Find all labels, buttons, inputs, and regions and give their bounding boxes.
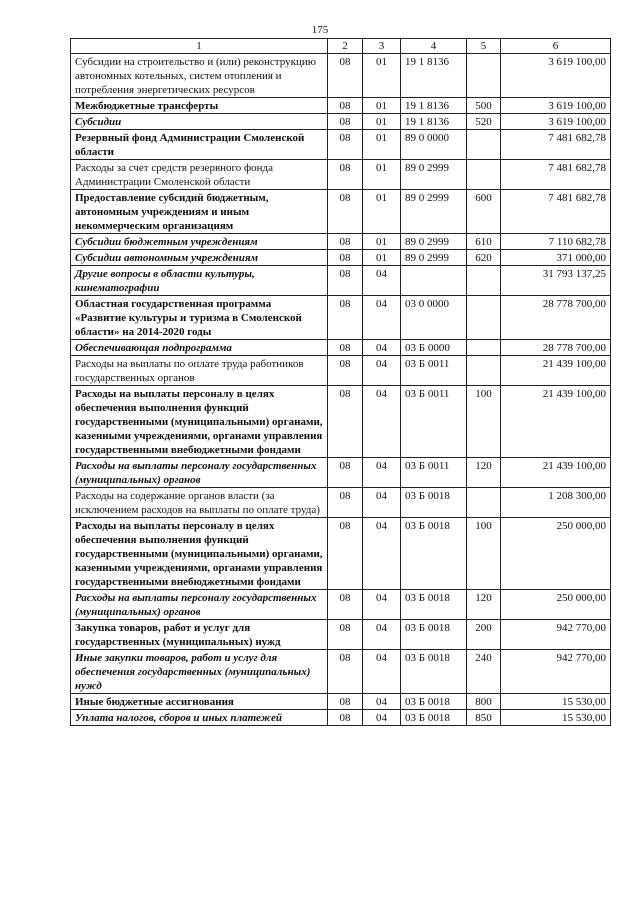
header-row	[71, 39, 611, 54]
cell-expense-type-code: 120	[467, 590, 501, 620]
table-row	[71, 190, 611, 234]
cell-item-name: Расходы на выплаты персоналу в целях обеспечения выполнения функций государственными (муниципальными) органами, казенными учреждениями, органами управления государственными внебюджетными фондами	[71, 386, 328, 458]
cell-amount: 3 619 100,00	[501, 98, 611, 114]
cell-subsection-code: 04	[363, 710, 401, 726]
cell-item-name: Другие вопросы в области культуры, кинематографии	[71, 266, 328, 296]
cell-subsection-code: 04	[363, 266, 401, 296]
table-row	[71, 458, 611, 488]
cell-subsection-code: 04	[363, 296, 401, 340]
cell-subsection-code: 04	[363, 458, 401, 488]
cell-item-name: Предоставление субсидий бюджетным, автономным учреждениям и иным некоммерческим организациям	[71, 190, 328, 234]
table-row	[71, 386, 611, 458]
cell-section-code: 08	[328, 458, 363, 488]
cell-item-name: Субсидии бюджетным учреждениям	[71, 234, 328, 250]
cell-expense-type-code: 600	[467, 190, 501, 234]
table-row	[71, 114, 611, 130]
budget-table	[70, 38, 611, 726]
cell-subsection-code: 01	[363, 130, 401, 160]
cell-subsection-code: 04	[363, 386, 401, 458]
table-row	[71, 710, 611, 726]
cell-section-code: 08	[328, 130, 363, 160]
table-row	[71, 590, 611, 620]
cell-item-name: Субсидии	[71, 114, 328, 130]
table-body	[71, 54, 611, 726]
cell-subsection-code: 04	[363, 694, 401, 710]
cell-section-code: 08	[328, 296, 363, 340]
cell-amount: 942 770,00	[501, 620, 611, 650]
table-row	[71, 250, 611, 266]
cell-section-code: 08	[328, 250, 363, 266]
cell-expense-type-code	[467, 160, 501, 190]
cell-section-code: 08	[328, 620, 363, 650]
cell-section-code: 08	[328, 266, 363, 296]
header-col-4: 4	[401, 39, 467, 54]
cell-target-item-code: 03 Б 0011	[401, 356, 467, 386]
cell-amount: 942 770,00	[501, 650, 611, 694]
cell-amount: 21 439 100,00	[501, 458, 611, 488]
cell-expense-type-code	[467, 266, 501, 296]
cell-expense-type-code: 240	[467, 650, 501, 694]
cell-target-item-code: 03 Б 0000	[401, 340, 467, 356]
table-row	[71, 650, 611, 694]
cell-amount: 250 000,00	[501, 518, 611, 590]
cell-amount: 7 110 682,78	[501, 234, 611, 250]
cell-subsection-code: 01	[363, 98, 401, 114]
cell-subsection-code: 01	[363, 54, 401, 98]
cell-item-name: Субсидии на строительство и (или) реконструкцию автономных котельных, систем отопления и потребления энергетических ресурсов	[71, 54, 328, 98]
table-row	[71, 160, 611, 190]
cell-section-code: 08	[328, 340, 363, 356]
cell-expense-type-code: 100	[467, 386, 501, 458]
table-header	[71, 39, 611, 54]
cell-target-item-code: 89 0 2999	[401, 250, 467, 266]
cell-item-name: Иные бюджетные ассигнования	[71, 694, 328, 710]
cell-section-code: 08	[328, 356, 363, 386]
cell-amount: 3 619 100,00	[501, 54, 611, 98]
cell-subsection-code: 04	[363, 620, 401, 650]
cell-item-name: Межбюджетные трансферты	[71, 98, 328, 114]
cell-amount: 15 530,00	[501, 710, 611, 726]
cell-subsection-code: 04	[363, 488, 401, 518]
table-row	[71, 356, 611, 386]
cell-target-item-code: 03 0 0000	[401, 296, 467, 340]
cell-section-code: 08	[328, 234, 363, 250]
cell-item-name: Областная государственная программа «Развитие культуры и туризма в Смоленской области» на 2014-2020 годы	[71, 296, 328, 340]
cell-expense-type-code: 200	[467, 620, 501, 650]
cell-target-item-code: 89 0 2999	[401, 160, 467, 190]
cell-section-code: 08	[328, 694, 363, 710]
table-row	[71, 694, 611, 710]
cell-subsection-code: 04	[363, 356, 401, 386]
cell-subsection-code: 01	[363, 234, 401, 250]
cell-expense-type-code	[467, 488, 501, 518]
cell-expense-type-code	[467, 340, 501, 356]
header-col-2: 2	[328, 39, 363, 54]
cell-target-item-code: 03 Б 0018	[401, 620, 467, 650]
cell-subsection-code: 04	[363, 340, 401, 356]
table-row	[71, 518, 611, 590]
cell-item-name: Иные закупки товаров, работ и услуг для обеспечения государственных (муниципальных) нужд	[71, 650, 328, 694]
cell-target-item-code: 03 Б 0011	[401, 386, 467, 458]
cell-target-item-code: 89 0 2999	[401, 190, 467, 234]
header-col-5: 5	[467, 39, 501, 54]
cell-section-code: 08	[328, 650, 363, 694]
cell-section-code: 08	[328, 590, 363, 620]
cell-amount: 371 000,00	[501, 250, 611, 266]
cell-item-name: Обеспечивающая подпрограмма	[71, 340, 328, 356]
cell-expense-type-code	[467, 130, 501, 160]
cell-item-name: Субсидии автономным учреждениям	[71, 250, 328, 266]
cell-target-item-code: 03 Б 0018	[401, 710, 467, 726]
table-row	[71, 266, 611, 296]
cell-expense-type-code: 120	[467, 458, 501, 488]
header-col-3: 3	[363, 39, 401, 54]
cell-amount: 7 481 682,78	[501, 190, 611, 234]
cell-subsection-code: 04	[363, 650, 401, 694]
cell-item-name: Расходы на выплаты персоналу государственных (муниципальных) органов	[71, 590, 328, 620]
cell-item-name: Расходы на содержание органов власти (за исключением расходов на выплаты по оплате труда)	[71, 488, 328, 518]
table-row	[71, 54, 611, 98]
cell-amount: 250 000,00	[501, 590, 611, 620]
cell-section-code: 08	[328, 160, 363, 190]
cell-subsection-code: 01	[363, 190, 401, 234]
cell-section-code: 08	[328, 190, 363, 234]
table-row	[71, 620, 611, 650]
cell-target-item-code: 89 0 2999	[401, 234, 467, 250]
cell-amount: 21 439 100,00	[501, 386, 611, 458]
cell-amount: 1 208 300,00	[501, 488, 611, 518]
cell-item-name: Резервный фонд Администрации Смоленской области	[71, 130, 328, 160]
cell-item-name: Расходы за счет средств резервного фонда Администрации Смоленской области	[71, 160, 328, 190]
cell-amount: 3 619 100,00	[501, 114, 611, 130]
cell-amount: 15 530,00	[501, 694, 611, 710]
table-row	[71, 488, 611, 518]
cell-item-name: Расходы на выплаты персоналу государственных (муниципальных) органов	[71, 458, 328, 488]
cell-expense-type-code: 500	[467, 98, 501, 114]
cell-amount: 7 481 682,78	[501, 130, 611, 160]
cell-subsection-code: 01	[363, 114, 401, 130]
table-row	[71, 98, 611, 114]
cell-section-code: 08	[328, 518, 363, 590]
cell-expense-type-code: 610	[467, 234, 501, 250]
cell-subsection-code: 04	[363, 518, 401, 590]
cell-section-code: 08	[328, 710, 363, 726]
cell-section-code: 08	[328, 386, 363, 458]
cell-target-item-code: 19 1 8136	[401, 114, 467, 130]
cell-section-code: 08	[328, 488, 363, 518]
cell-amount: 7 481 682,78	[501, 160, 611, 190]
cell-item-name: Расходы на выплаты персоналу в целях обеспечения выполнения функций государственными (муниципальными) органами, казенными учреждениями, органами управления государственными внебюджетными фондами	[71, 518, 328, 590]
cell-item-name: Уплата налогов, сборов и иных платежей	[71, 710, 328, 726]
cell-target-item-code: 19 1 8136	[401, 54, 467, 98]
cell-amount: 21 439 100,00	[501, 356, 611, 386]
table-row	[71, 340, 611, 356]
cell-expense-type-code: 520	[467, 114, 501, 130]
cell-expense-type-code	[467, 54, 501, 98]
cell-amount: 28 778 700,00	[501, 340, 611, 356]
cell-subsection-code: 04	[363, 590, 401, 620]
cell-target-item-code: 03 Б 0018	[401, 650, 467, 694]
cell-expense-type-code: 850	[467, 710, 501, 726]
cell-target-item-code	[401, 266, 467, 296]
cell-item-name: Закупка товаров, работ и услуг для государственных (муниципальных) нужд	[71, 620, 328, 650]
cell-expense-type-code	[467, 296, 501, 340]
cell-expense-type-code: 620	[467, 250, 501, 266]
cell-expense-type-code: 800	[467, 694, 501, 710]
cell-subsection-code: 01	[363, 250, 401, 266]
cell-expense-type-code	[467, 356, 501, 386]
cell-target-item-code: 03 Б 0011	[401, 458, 467, 488]
header-col-1: 1	[71, 39, 328, 54]
page-number: 175	[311, 24, 329, 36]
cell-amount: 28 778 700,00	[501, 296, 611, 340]
cell-target-item-code: 03 Б 0018	[401, 488, 467, 518]
cell-section-code: 08	[328, 54, 363, 98]
cell-section-code: 08	[328, 114, 363, 130]
table-row	[71, 234, 611, 250]
cell-expense-type-code: 100	[467, 518, 501, 590]
cell-target-item-code: 03 Б 0018	[401, 694, 467, 710]
cell-target-item-code: 19 1 8136	[401, 98, 467, 114]
cell-amount: 31 793 137,25	[501, 266, 611, 296]
cell-section-code: 08	[328, 98, 363, 114]
table-row	[71, 296, 611, 340]
cell-target-item-code: 03 Б 0018	[401, 590, 467, 620]
cell-target-item-code: 03 Б 0018	[401, 518, 467, 590]
header-col-6: 6	[501, 39, 611, 54]
cell-item-name: Расходы на выплаты по оплате труда работников государственных органов	[71, 356, 328, 386]
cell-subsection-code: 01	[363, 160, 401, 190]
cell-target-item-code: 89 0 0000	[401, 130, 467, 160]
table-row	[71, 130, 611, 160]
